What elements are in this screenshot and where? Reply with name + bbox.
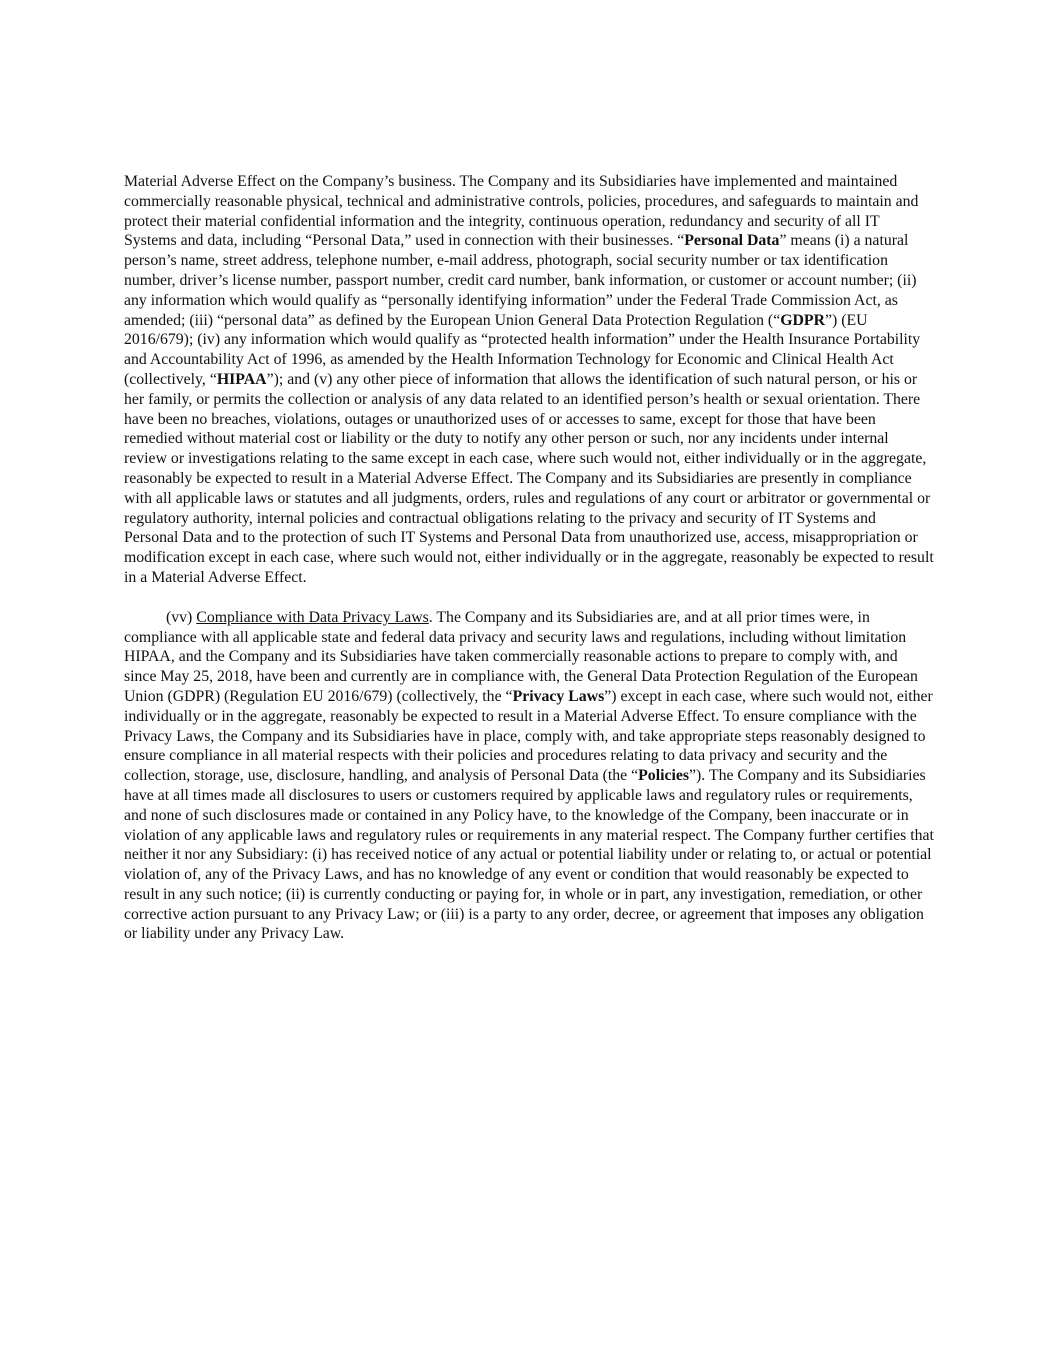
section-heading: Compliance with Data Privacy Laws — [196, 608, 429, 626]
term-policies: Policies — [638, 767, 690, 785]
paragraph-data-privacy-compliance — [124, 608, 934, 945]
term-privacy-laws: Privacy Laws — [512, 687, 605, 705]
p2-text-3: ”). The Company and its Subsidiaries have at all times made all disclosures to users or customers required by applicable laws and regulatory rules or requirements, and none of such disclosures made or contained in any Policy have, to the knowledge of the Company, been inaccurate or in violation of any applicable laws and regulatory rules or requirements in any material respect. The Company further certifies that neither it nor any Subsidiary: (i) has received notice of any actual or potential liability under or relating to, or actual or potential violation of, any of the Privacy Laws, and has no knowledge of any event or condition that would reasonably be expected to result in any such notice; (ii) is currently conducting or paying for, in whole or in part, any investigation, remediation, or other corrective action pursuant to any Privacy Law; or (iii) is a party to any order, decree, or agreement that imposes any obligation or liability under any Privacy Law. — [124, 767, 934, 943]
paragraph-personal-data — [124, 172, 934, 588]
p1-text-4: ”); and (v) any other piece of information that allows the identification of such natural person, or his or her family, or permits the collection or analysis of any data related to an identified person’s health or sexual orientation. There have been no breaches, violations, outages or unauthorized uses of or accesses to same, except for those that have been remedied without material cost or liability or the duty to notify any other person or such, nor any incidents under internal review or investigations relating to the same except in each case, where such would not, either individually or in the aggregate, reasonably be expected to result in a Material Adverse Effect. The Company and its Subsidiaries are presently in compliance with all applicable laws or statutes and all judgments, orders, rules and regulations of any court or arbitrator or governmental or regulatory authority, internal policies and contractual obligations relating to the privacy and security of IT Systems and Personal Data and to the protection of such IT Systems and Personal Data from unauthorized use, access, misappropriation or modification except in each case, where such would not, either individually or in the aggregate, reasonably be expected to result in a Material Adverse Effect. — [124, 370, 934, 586]
section-number: (vv) — [166, 608, 197, 626]
p2-text-2: ”) except in each case, where such would not, either individually or in the aggregate, reasonably be expected to result in a Material Adverse Effect. To ensure compliance with the Privacy Laws, the Company and its Subsidiaries have in place, comply with, and take appropriate steps reasonably designed to ensure compliance in all material respects with their policies and procedures relating to data privacy and security and the collection, storage, use, disclosure, handling, and analysis of Personal Data (the “ — [124, 687, 933, 785]
term-hipaa: HIPAA — [216, 370, 267, 388]
term-personal-data: Personal Data — [684, 232, 780, 250]
p1-text-3: ”) (EU 2016/679); (iv) any information which would qualify as “protected health information” under the Health Insurance Portability and Accountability Act of 1996, as amended by the Health Information Technology for Economic and Clinical Health Act (collectively, “ — [124, 311, 921, 388]
p1-text-2: ” means (i) a natural person’s name, street address, telephone number, e-mail address, photograph, social security number or tax identification number, driver’s license number, passport number, credit card number, bank information, or customer or account number; (ii) any information which would qualify as “personally identifying information” under the Federal Trade Commission Act, as amended; (iii) “personal data” as defined by the European Union General Data Protection Regulation (“ — [124, 232, 917, 329]
term-gdpr: GDPR — [780, 311, 825, 329]
p2-text-1: . The Company and its Subsidiaries are, and at all prior times were, in compliance with all applicable state and federal data privacy and security laws and regulations, including without limitation HIPAA, and the Company and its Subsidiaries have taken commercially reasonable actions to prepare to comply with, and since May 25, 2018, have been and currently are in compliance with, the General Data Protection Regulation of the European Union (GDPR) (Regulation EU 2016/679) (collectively, the “ — [124, 608, 918, 705]
p1-text-1: Material Adverse Effect on the Company’s business. The Company and its Subsidiaries have implemented and maintained commercially reasonable physical, technical and administrative controls, policies, procedures, and safeguards to maintain and protect their material confidential information and the integrity, continuous operation, redundancy and security of all IT Systems and data, including “Personal Data,” used in connection with their businesses. “ — [124, 173, 919, 250]
document-page — [124, 172, 934, 944]
